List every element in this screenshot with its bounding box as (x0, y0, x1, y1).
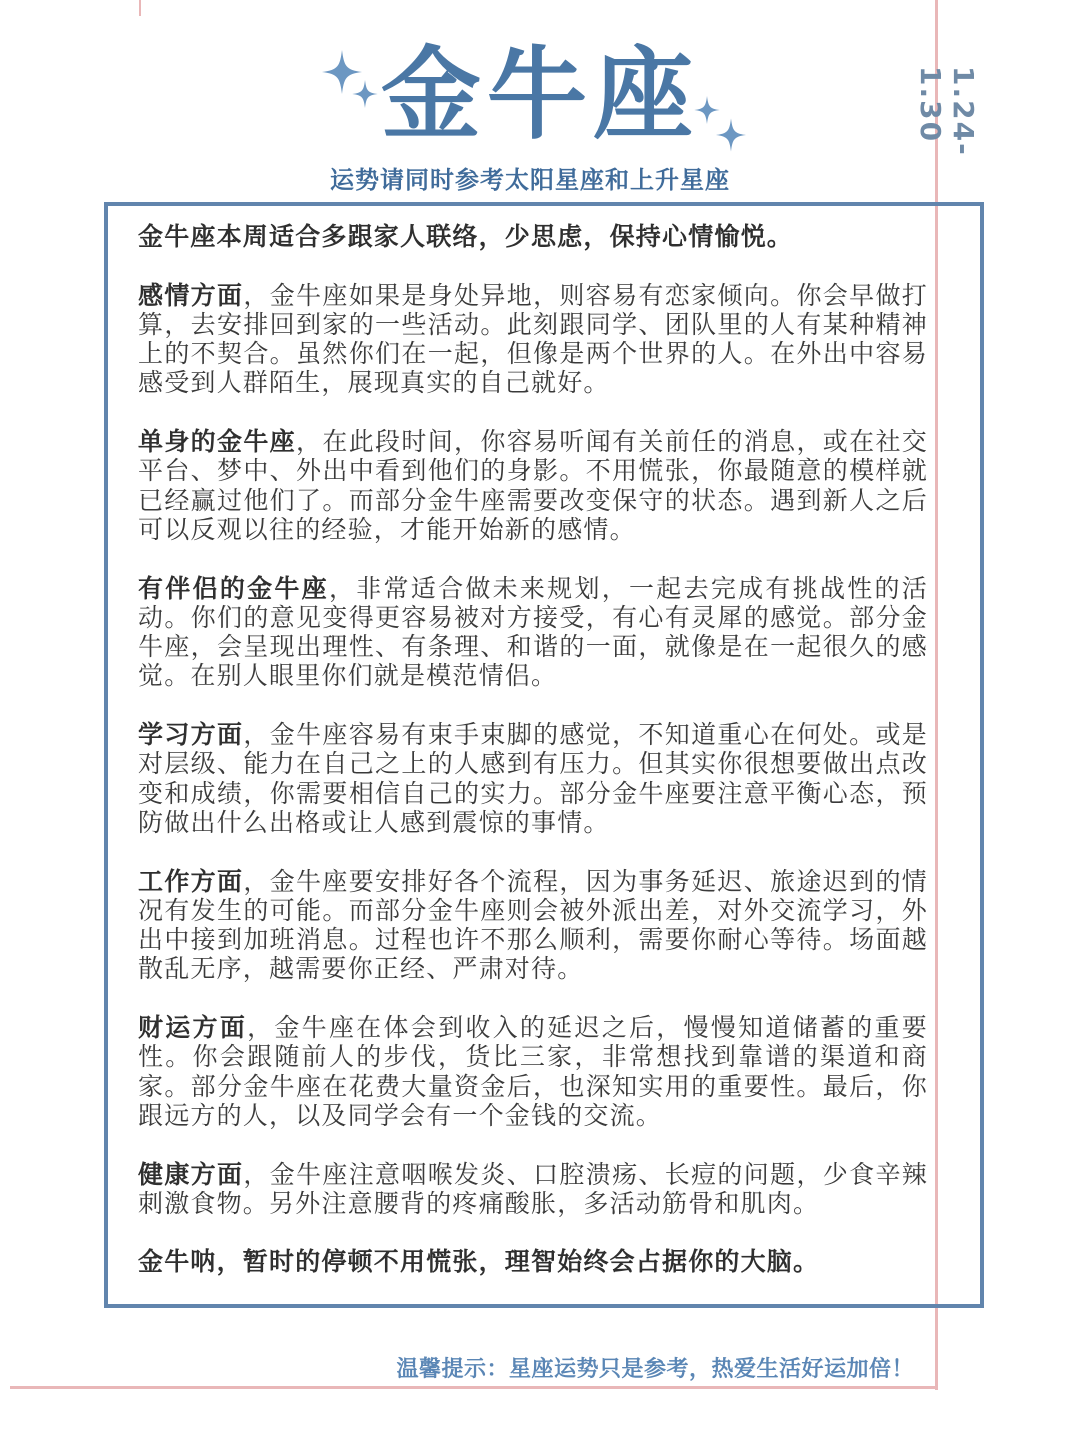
subtitle: 运势请同时参考太阳星座和上升星座 (330, 166, 730, 194)
section-love (138, 281, 928, 398)
intro-line: 金牛座本周适合多跟家人联络，少思虑，保持心情愉悦。 (138, 222, 794, 251)
page-title: 金牛座 (381, 36, 699, 153)
section-text: ，金牛座容易有束手束脚的感觉，不知道重心在何处。或是对层级、能力在自己之上的人感到有压力。但其实你很想要做出点改变和成绩，你需要相信自己的实力。部分金牛座要注意平衡心态，预防做出什么出格或让人感到震惊的事情。 (138, 720, 928, 837)
decor-line-horizontal (10, 1386, 938, 1389)
date-range: 1.24-1.30 (914, 66, 980, 157)
decor-line-top (139, 0, 141, 16)
section-single (138, 427, 928, 544)
horoscope-content (138, 222, 928, 1306)
horoscope-frame (104, 202, 984, 1308)
section-work (138, 867, 928, 984)
section-heading: 学习方面 (138, 720, 244, 750)
section-money (138, 1013, 928, 1130)
section-text: ，金牛座如果是身处异地，则容易有恋家倾向。你会早做打算，去安排回到家的一些活动。此刻跟同学、团队里的人有某种精神上的不契合。虽然你们在一起，但像是两个世界的人。在外出中容易感受到人群陌生，展现真实的自己就好。 (138, 280, 928, 398)
section-health (138, 1160, 928, 1219)
section-heading: 健康方面 (138, 1159, 244, 1189)
section-study (138, 720, 928, 837)
section-heading: 财运方面 (138, 1013, 248, 1043)
section-heading: 单身的金牛座 (138, 427, 297, 457)
section-couple (138, 574, 928, 691)
closing-line: 金牛呐，暂时的停顿不用慌张，理智始终会占据你的大脑。 (138, 1247, 820, 1277)
section-heading: 有伴侣的金牛座 (138, 573, 329, 603)
section-text: ，非常适合做未来规划，一起去完成有挑战性的活动。你们的意见变得更容易被对方接受，有心有灵犀的感觉。部分金牛座，会呈现出理性、有条理、和谐的一面，就像是在一起很久的感觉。在别人眼里你们就是模范情侣。 (138, 573, 928, 691)
section-heading: 感情方面 (138, 280, 244, 310)
section-heading: 工作方面 (138, 866, 244, 896)
section-text: ，在此段时间，你容易听闻有关前任的消息，或在社交平台、梦中、外出中看到他们的身影。不用慌张，你最随意的模样就已经赢过他们了。而部分金牛座需要改变保守的状态。遇到新人之后可以反观以往的经验，才能开始新的感情。 (138, 427, 928, 544)
section-text: ，金牛座要安排好各个流程，因为事务延迟、旅途迟到的情况有发生的可能。而部分金牛座则会被外派出差，对外交流学习，外出中接到加班消息。过程也许不那么顺利，需要你耐心等待。场面越散乱无序，越需要你正经、严肃对待。 (138, 866, 928, 984)
section-text: ，金牛座注意咽喉发炎、口腔溃疡、长痘的问题，少食辛辣刺激食物。另外注意腰背的疼痛酸胀，多活动筋骨和肌肉。 (138, 1159, 928, 1218)
section-text: ，金牛座在体会到收入的延迟之后，慢慢知道储蓄的重要性。你会跟随前人的步伐，货比三家，非常想找到靠谱的渠道和商家。部分金牛座在花费大量资金后，也深知实用的重要性。最后，你跟远方的人，以及同学会有一个金钱的交流。 (138, 1013, 928, 1130)
footer-tip: 温馨提示：星座运势只是参考，热爱生活好运加倍！ (396, 1357, 914, 1382)
